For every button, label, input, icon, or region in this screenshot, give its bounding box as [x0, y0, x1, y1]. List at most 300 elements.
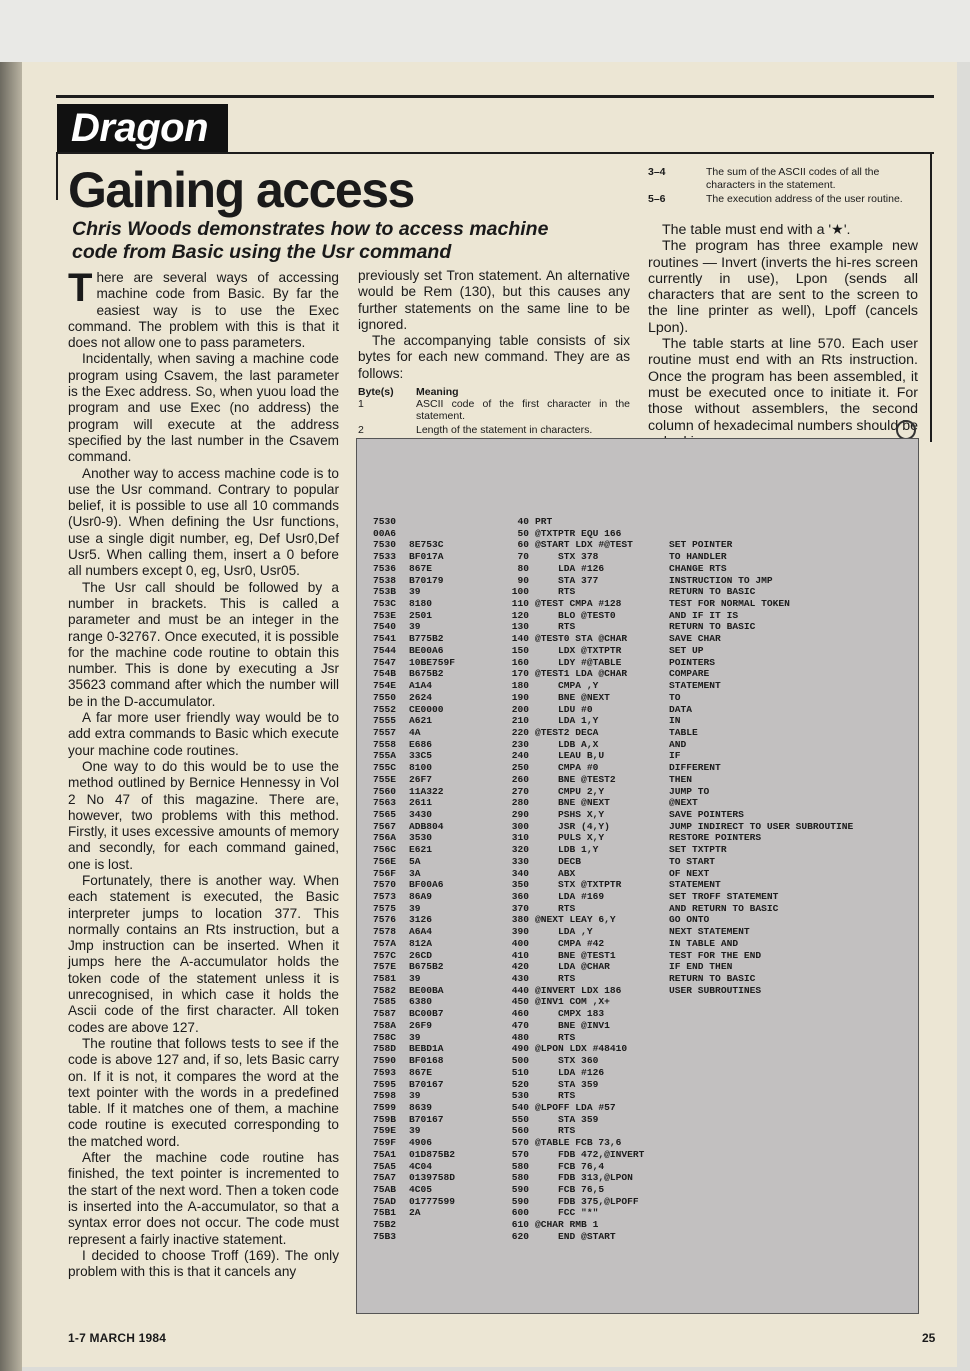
- listing-line-number: 70: [517, 551, 529, 563]
- listing-address: 755A: [373, 750, 397, 762]
- listing-line-number: 100: [511, 586, 529, 598]
- listing-bytes: 01777599: [409, 1195, 456, 1207]
- listing-bytes: 3126: [409, 914, 433, 926]
- listing-source: STA 377: [535, 574, 599, 586]
- listing-row: [373, 645, 929, 657]
- listing-comment: AND: [669, 738, 687, 750]
- listing-bytes: 26CD: [409, 949, 433, 961]
- listing-row: [373, 621, 929, 633]
- listing-source: FDB 375,@LPOFF: [535, 1195, 639, 1207]
- listing-comment: TO START: [669, 855, 716, 867]
- listing-bytes: 11A322: [409, 785, 444, 797]
- listing-comment: [669, 1032, 929, 1044]
- listing-bytes: 39: [409, 973, 421, 985]
- listing-row: [373, 1231, 929, 1243]
- listing-line-number: 270: [511, 785, 529, 797]
- listing-bytes: BC00B7: [409, 1008, 444, 1020]
- listing-bytes: 5A: [409, 855, 421, 867]
- listing-line-number: 480: [511, 1031, 529, 1043]
- listing-comment: [669, 1231, 929, 1243]
- header-rule: [56, 152, 934, 154]
- listing-line-number: 620: [511, 1230, 529, 1242]
- listing-row: [373, 563, 929, 575]
- listing-line-number: 370: [511, 902, 529, 914]
- listing-source: RTS: [535, 902, 576, 914]
- listing-comment: [669, 1137, 929, 1149]
- listing-bytes: BE00A6: [409, 644, 444, 656]
- listing-source: RTS: [535, 586, 576, 598]
- listing-bytes: 2501: [409, 609, 433, 621]
- listing-line-number: 380: [511, 914, 529, 926]
- listing-source: BNE @NEXT: [535, 691, 610, 703]
- listing-address: 753B: [373, 586, 397, 598]
- listing-bytes: [409, 516, 501, 528]
- listing-source: LDU #0: [535, 703, 593, 715]
- listing-line-number: 440: [511, 984, 529, 996]
- listing-row: [373, 891, 929, 903]
- listing-bytes: E621: [409, 844, 433, 856]
- listing-comment: [669, 1090, 929, 1102]
- listing-address: 7560: [373, 785, 397, 797]
- listing-address: 00A6: [373, 527, 397, 539]
- listing-comment: AND IF IT IS: [669, 609, 739, 621]
- listing-address: 755E: [373, 773, 397, 785]
- listing-row: [373, 961, 929, 973]
- listing-source: CMPU 2,Y: [535, 785, 605, 797]
- listing-bytes: CE0000: [409, 703, 444, 715]
- listing-line-number: 150: [511, 644, 529, 656]
- listing-line-number: 550: [511, 1113, 529, 1125]
- listing-comment: JUMP TO: [669, 785, 710, 797]
- listing-comment: IN TABLE AND: [669, 937, 739, 949]
- listing-address: 7530: [373, 516, 397, 527]
- listing-source: LDY #@TABLE: [535, 656, 622, 668]
- assembly-listing: [373, 516, 929, 1243]
- listing-address: 7578: [373, 926, 397, 938]
- listing-bytes: B70167: [409, 1078, 444, 1090]
- listing-row: [373, 680, 929, 692]
- listing-comment: [669, 1020, 929, 1032]
- listing-source: ABX: [535, 867, 576, 879]
- listing-source: @START LDX #@TEST: [535, 539, 633, 551]
- listing-comment: [669, 1008, 929, 1020]
- listing-row: [373, 762, 929, 774]
- listing-address: 755C: [373, 762, 397, 774]
- listing-row: [373, 879, 929, 891]
- listing-row: [373, 809, 929, 821]
- listing-source: STX 360: [535, 1055, 599, 1067]
- byte-table: [358, 386, 630, 436]
- listing-address: 7555: [373, 715, 397, 727]
- listing-source: LDA 1,Y: [535, 715, 599, 727]
- listing-address: 756A: [373, 832, 397, 844]
- listing-bytes: 8639: [409, 1101, 433, 1113]
- listing-address: 7536: [373, 562, 397, 574]
- listing-comment: [669, 1196, 929, 1208]
- listing-address: 75B1: [373, 1207, 397, 1219]
- listing-comment: TEST FOR THE END: [669, 949, 762, 961]
- listing-row: [373, 1067, 929, 1079]
- listing-bytes: 4C05: [409, 1183, 433, 1195]
- listing-source: LDB 1,Y: [535, 844, 599, 856]
- listing-source: STA 359: [535, 1078, 599, 1090]
- listing-source: @CHAR RMB 1: [535, 1219, 599, 1231]
- listing-comment: JUMP INDIRECT TO USER SUBROUTINE: [669, 820, 854, 832]
- listing-address: 7567: [373, 820, 397, 832]
- listing-address: 753E: [373, 609, 397, 621]
- listing-row: [373, 528, 929, 540]
- listing-comment: RESTORE POINTERS: [669, 832, 762, 844]
- listing-line-number: 170: [511, 668, 529, 680]
- listing-line-number: 200: [511, 703, 529, 715]
- paragraph: After the machine code routine has finished, the text pointer is incremented to the start of the next word. Then a token code is inserted into the A-accumulator, so that a syntax error does not occur. The code must represent a fairly inactive statement.: [68, 1150, 339, 1247]
- listing-comment: SET TROFF STATEMENT: [669, 891, 779, 902]
- listing-source: PULS X,Y: [535, 832, 605, 844]
- listing-address: 758A: [373, 1019, 397, 1031]
- listing-row: [373, 575, 929, 587]
- listing-bytes: 01D875B2: [409, 1148, 456, 1160]
- listing-comment: [669, 1079, 929, 1091]
- listing-row: [373, 1125, 929, 1137]
- listing-comment: [669, 1184, 929, 1196]
- paragraph: The program has three example new routines — Invert (inverts the hi-res screen currently in use), Lpon (sends all characters that are sent to the screen to the line printer as well), Lpoff (cancels Lpon).: [648, 238, 918, 336]
- left-rule: [56, 152, 58, 200]
- listing-address: 758C: [373, 1031, 397, 1043]
- listing-source: JSR (4,Y): [535, 820, 610, 832]
- page-number: 25: [922, 1331, 936, 1345]
- listing-source: RTS: [535, 1031, 576, 1043]
- listing-comment: [669, 1067, 929, 1079]
- listing-address: 7565: [373, 808, 397, 820]
- listing-comment: DIFFERENT: [669, 762, 721, 774]
- byte-table-continued: [648, 166, 920, 207]
- listing-address: 7575: [373, 902, 397, 914]
- listing-bytes: 3530: [409, 832, 433, 844]
- listing-bytes: A1A4: [409, 680, 433, 692]
- listing-line-number: 260: [511, 773, 529, 785]
- listing-address: 756F: [373, 867, 397, 879]
- listing-source: CMPX 183: [535, 1008, 605, 1020]
- listing-source: BNE @TEST1: [535, 949, 616, 961]
- listing-source: BNE @TEST2: [535, 773, 616, 785]
- listing-row: [373, 1102, 929, 1114]
- listing-bytes: B70167: [409, 1113, 444, 1125]
- listing-line-number: 570: [511, 1148, 529, 1160]
- listing-line-number: 120: [511, 609, 529, 621]
- listing-bytes: [409, 1219, 501, 1231]
- listing-address: 757C: [373, 949, 397, 961]
- listing-bytes: 6380: [409, 996, 433, 1008]
- listing-source: @INVERT LDX 186: [535, 984, 622, 996]
- listing-bytes: [409, 1231, 501, 1243]
- listing-comment: POINTERS: [669, 656, 716, 668]
- listing-line-number: 40: [517, 516, 529, 527]
- listing-row: [373, 1161, 929, 1173]
- listing-line-number: 490: [511, 1043, 529, 1055]
- listing-comment: [669, 1161, 929, 1173]
- listing-line-number: 500: [511, 1055, 529, 1067]
- listing-comment: [669, 1207, 929, 1219]
- listing-address: 7585: [373, 996, 397, 1008]
- issue-date: 1-7 MARCH 1984: [68, 1331, 167, 1345]
- listing-bytes: 86A9: [409, 891, 433, 902]
- listing-address: 7590: [373, 1055, 397, 1067]
- listing-line-number: 330: [511, 855, 529, 867]
- listing-address: 7533: [373, 551, 397, 563]
- listing-source: RTS: [535, 621, 576, 633]
- listing-line-number: 220: [511, 726, 529, 738]
- listing-comment: AND RETURN TO BASIC: [669, 902, 779, 914]
- paragraph: Fortunately, there is another way. When each statement is executed, the Basic interpreter jumps to location 377. This normally contains an Rts instruction, but a Jmp instruction can be inserted. When it jumps here the A-accumulator holds the token code of the statement unless it is unrecognised, in which case it holds the Ascii code of the first character. All token codes are above 127.: [68, 872, 339, 1035]
- listing-source: STX @TXTPTR: [535, 879, 622, 891]
- listing-source: LDA @CHAR: [535, 961, 610, 973]
- listing-line-number: 280: [511, 797, 529, 809]
- listing-bytes: 2611: [409, 797, 433, 809]
- listing-bytes: 4C04: [409, 1160, 433, 1172]
- listing-line-number: 140: [511, 633, 529, 645]
- listing-comment: THEN: [669, 773, 693, 785]
- listing-address: 75AB: [373, 1183, 397, 1195]
- listing-bytes: 10BE759F: [409, 656, 456, 668]
- listing-address: 7599: [373, 1101, 397, 1113]
- listing-line-number: 390: [511, 926, 529, 938]
- listing-row: [373, 539, 929, 551]
- listing-bytes: A6A4: [409, 926, 433, 938]
- listing-source: @TABLE FCB 73,6: [535, 1137, 622, 1149]
- byte-header: Byte(s): [358, 386, 394, 399]
- listing-row: [373, 1079, 929, 1091]
- listing-bytes: B675B2: [409, 961, 444, 973]
- listing-line-number: 580: [511, 1160, 529, 1172]
- listing-address: 759E: [373, 1125, 397, 1137]
- listing-address: 7557: [373, 726, 397, 738]
- listing-row: [373, 938, 929, 950]
- listing-row: [373, 551, 929, 563]
- listing-line-number: 130: [511, 621, 529, 633]
- listing-address: 757E: [373, 961, 397, 973]
- paragraph: The table starts at line 570. Each user routine must end with an Rts instruction. Once the program has been assembled, it must be executed once to initiate it. For those without assemblers, the second column of hexadecimal numbers should be: [648, 336, 918, 434]
- listing-row: [373, 704, 929, 716]
- listing-address: 7582: [373, 984, 397, 996]
- listing-bytes: 39: [409, 586, 421, 598]
- listing-row: [373, 610, 929, 622]
- listing-comment: RETURN TO BASIC: [669, 621, 756, 633]
- listing-bytes: 8100: [409, 762, 433, 774]
- paragraph: I decided to choose Troff (169). The only problem with this is that it cancels any: [68, 1247, 339, 1280]
- listing-row: [373, 832, 929, 844]
- listing-address: 756C: [373, 844, 397, 856]
- listing-source: PSHS X,Y: [535, 808, 605, 820]
- listing-comment: NEXT STATEMENT: [669, 926, 750, 938]
- listing-source: STX 378: [535, 551, 599, 563]
- listing-address: 7581: [373, 973, 397, 985]
- listing-source: @LPON LDX #48410: [535, 1043, 628, 1055]
- column-3: [648, 222, 918, 450]
- listing-comment: RETURN TO BASIC: [669, 973, 756, 985]
- listing-row: [373, 668, 929, 680]
- listing-source: @TEST CMPA #128: [535, 598, 622, 610]
- listing-source: DECB: [535, 855, 582, 867]
- listing-address: 7547: [373, 656, 397, 668]
- listing-address: 756E: [373, 855, 397, 867]
- listing-bytes: 39: [409, 1090, 421, 1102]
- listing-line-number: 360: [511, 891, 529, 902]
- listing-line-number: 590: [511, 1195, 529, 1207]
- listing-comment: TABLE: [669, 726, 698, 738]
- byte-table-row: [648, 193, 920, 206]
- listing-comment: SET UP: [669, 644, 704, 656]
- listing-row: [373, 797, 929, 809]
- listing-source: LDX @TXTPTR: [535, 644, 622, 656]
- listing-line-number: 180: [511, 680, 529, 692]
- listing-comment: OF NEXT: [669, 867, 710, 879]
- listing-address: 754E: [373, 680, 397, 692]
- listing-bytes: [409, 528, 501, 540]
- listing-row: [373, 1020, 929, 1032]
- listing-address: 7570: [373, 879, 397, 891]
- listing-line-number: 250: [511, 762, 529, 774]
- listing-comment: GO ONTO: [669, 914, 710, 926]
- listing-line-number: 240: [511, 750, 529, 762]
- listing-line-number: 80: [517, 562, 529, 574]
- listing-comment: CHANGE RTS: [669, 562, 727, 574]
- listing-row: [373, 844, 929, 856]
- standfirst: Chris Woods demonstrates how to access machine code from Basic using the Usr command: [72, 218, 549, 263]
- listing-comment: USER SUBROUTINES: [669, 984, 762, 996]
- listing-bytes: 26F7: [409, 773, 433, 785]
- listing-bytes: A621: [409, 715, 433, 727]
- byte-table-header: [358, 386, 630, 398]
- listing-source: @TXTPTR EQU 166: [535, 527, 622, 539]
- listing-line-number: 470: [511, 1019, 529, 1031]
- listing-row: [373, 973, 929, 985]
- listing-line-number: 110: [511, 598, 529, 610]
- listing-row: [373, 727, 929, 739]
- listing-comment: SAVE CHAR: [669, 633, 721, 645]
- byte-cell: 2: [358, 424, 364, 437]
- top-rule: [56, 95, 934, 98]
- listing-source: LDA #126: [535, 1066, 605, 1078]
- listing-source: LDA #126: [535, 562, 605, 574]
- listing-bytes: 39: [409, 1031, 421, 1043]
- listing-address: 7550: [373, 691, 397, 703]
- listing-source: FDB 313,@LPON: [535, 1172, 633, 1184]
- listing-comment: [669, 1219, 929, 1231]
- listing-line-number: 590: [511, 1183, 529, 1195]
- listing-comment: TEST FOR NORMAL TOKEN: [669, 598, 790, 610]
- listing-address: 7563: [373, 797, 397, 809]
- listing-comment: @NEXT: [669, 797, 698, 809]
- paragraph: Incidentally, when saving a machine code program using Csavem, the last parameter is the Exec address. So, when yuou load the program and use Exec (no address) the program will execute at the address specified by the last number in the Csavem command.: [68, 351, 339, 465]
- listing-address: 7552: [373, 703, 397, 715]
- listing-comment: SAVE POINTERS: [669, 808, 744, 820]
- listing-comment: STATEMENT: [669, 680, 721, 692]
- listing-bytes: 39: [409, 621, 421, 633]
- listing-address: 7593: [373, 1066, 397, 1078]
- listing-address: 7544: [373, 644, 397, 656]
- listing-source: LDA ,Y: [535, 926, 593, 938]
- listing-row: [373, 821, 929, 833]
- listing-comment: [669, 528, 929, 540]
- listing-bytes: 33C5: [409, 750, 433, 762]
- listing-address: 7541: [373, 633, 397, 645]
- listing-address: 7576: [373, 914, 397, 926]
- listing-source: @TEST1 LDA @CHAR: [535, 668, 628, 680]
- listing-address: 758D: [373, 1043, 397, 1055]
- listing-bytes: 39: [409, 1125, 421, 1137]
- listing-comment: IF END THEN: [669, 961, 733, 973]
- listing-bytes: 0139758D: [409, 1172, 456, 1184]
- listing-comment: [669, 516, 929, 528]
- listing-source: @LPOFF LDA #57: [535, 1101, 616, 1113]
- listing-line-number: 430: [511, 973, 529, 985]
- listing-bytes: BF0168: [409, 1055, 444, 1067]
- headline: Gaining access: [68, 162, 414, 218]
- listing-bytes: 867E: [409, 562, 433, 574]
- listing-bytes: ADB804: [409, 820, 444, 832]
- listing-source: FCC "*": [535, 1207, 599, 1219]
- byte-table-row: [358, 424, 630, 436]
- listing-row: [373, 1090, 929, 1102]
- paragraph: previously set Tron statement. An alternative would be Rem (130), but this causes any further statements on the same line to be ignored.: [358, 268, 630, 332]
- listing-comment: SET TXTPTR: [669, 844, 727, 856]
- listing-address: 75A5: [373, 1160, 397, 1172]
- right-rule: [930, 152, 932, 442]
- listing-line-number: 560: [511, 1125, 529, 1137]
- paragraph: Another way to access machine code is to use the Usr command. Contrary to popular belief, it is possible to use all 10 commands (Usr0-9). When defining the Usr functions, use a single digit number, eg, Def Usr0,Def Usr5. When calling them, insert a 0 before all numbers except 0, eg, Usr0, Usr05.: [68, 465, 339, 579]
- listing-source: CMPA #0: [535, 762, 599, 774]
- listing-source: @TEST2 DECA: [535, 726, 599, 738]
- listing-row: [373, 750, 929, 762]
- listing-source: @TEST0 STA @CHAR: [535, 633, 628, 645]
- listing-source: CMPA #42: [535, 937, 605, 949]
- meaning-cell: Length of the statement in characters.: [416, 424, 593, 437]
- listing-line-number: 540: [511, 1101, 529, 1113]
- listing-bytes: 8E753C: [409, 539, 444, 551]
- listing-address: 757A: [373, 937, 397, 949]
- listing-row: [373, 1219, 929, 1231]
- listing-bytes: BF017A: [409, 551, 444, 563]
- listing-address: 7530: [373, 539, 397, 551]
- listing-source: RTS: [535, 1125, 576, 1137]
- listing-source: PRT: [535, 516, 553, 527]
- listing-comment: DATA: [669, 703, 693, 715]
- listing-row: [373, 1137, 929, 1149]
- listing-bytes: 2624: [409, 691, 433, 703]
- listing-bytes: B675B2: [409, 668, 444, 680]
- listing-address: 759B: [373, 1113, 397, 1125]
- listing-row: [373, 1043, 929, 1055]
- listing-source: FDB 472,@INVERT: [535, 1148, 645, 1160]
- byte-table-row: [358, 398, 630, 422]
- listing-comment: TO HANDLER: [669, 551, 727, 563]
- listing-bytes: B70179: [409, 574, 444, 586]
- byte-cell: 3–4: [648, 166, 666, 178]
- listing-row: [373, 586, 929, 598]
- listing-comment: COMPARE: [669, 668, 710, 680]
- listing-line-number: 50: [517, 527, 529, 539]
- paragraph-text: here are several ways of accessing machine code from Basic. By far the easiest way is to use the Exec command. The problem with this is that it does not allow one to pass parameters.: [68, 270, 339, 351]
- paragraph: The Usr call should be followed by a number in brackets. This is called a parameter and must be an integer in the range 0-32767. Once executed, it is possible for the machine code routine to obtain this number. This is done by executing a Jsr 35623 command after which the number will be in the D-accumulator.: [68, 579, 339, 709]
- listing-bytes: 8180: [409, 598, 433, 610]
- listing-row: [373, 1184, 929, 1196]
- listing-bytes: 2A: [409, 1207, 421, 1219]
- section-tag: Dragon: [57, 104, 228, 152]
- listing-row: [373, 1207, 929, 1219]
- listing-line-number: 570: [511, 1137, 529, 1149]
- paragraph: The routine that follows tests to see if the code is above 127 and, if so, lets Basic carry on. If it is not, it compares the word at the text pointer with the words in a predefined table. If it matches one of them, a machine code routine is executed corresponding to the matched word.: [68, 1035, 339, 1149]
- listing-row: [373, 1172, 929, 1184]
